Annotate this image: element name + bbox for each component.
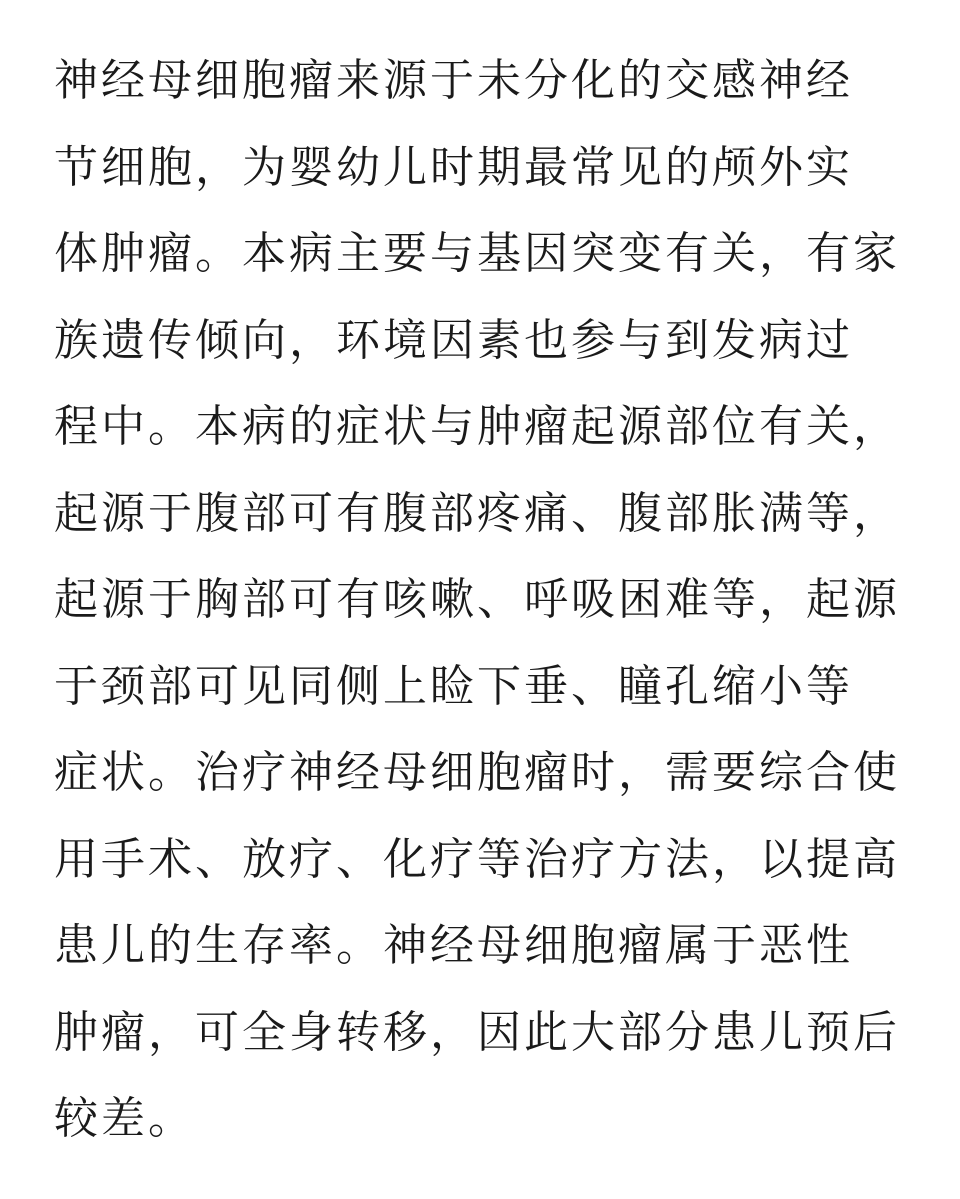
text-line: 体肿瘤。本病主要与基因突变有关，有家 [54,228,900,279]
text-line: 肿瘤，可全身转移，因此大部分患儿预后 [54,1006,900,1058]
text-line: 于颈部可见同侧上睑下垂、瞳孔缩小等 [54,660,853,712]
text-line: 节细胞，为婴幼儿时期最常见的颅外实 [54,141,853,193]
text-line: 族遗传倾向，环境因素也参与到发病过 [54,314,853,366]
text-line: 神经母细胞瘤来源于未分化的交感神经 [54,55,853,106]
text-line: 用手术、放疗、化疗等治疗方法，以提高 [54,833,900,885]
text-line: 起源于腹部可有腹部疼痛、腹部胀满等， [54,487,900,539]
text-line: 程中。本病的症状与肿瘤起源部位有关， [54,401,900,452]
text-line: 起源于胸部可有咳嗽、呼吸困难等，起源 [54,574,900,625]
handwritten-paragraph [54,38,914,1163]
text-line: 症状。治疗神经母细胞瘤时，需要综合使 [54,747,900,798]
text-line: 较差。 [54,1093,195,1144]
text-line: 患儿的生存率。神经母细胞瘤属于恶性 [54,920,853,971]
